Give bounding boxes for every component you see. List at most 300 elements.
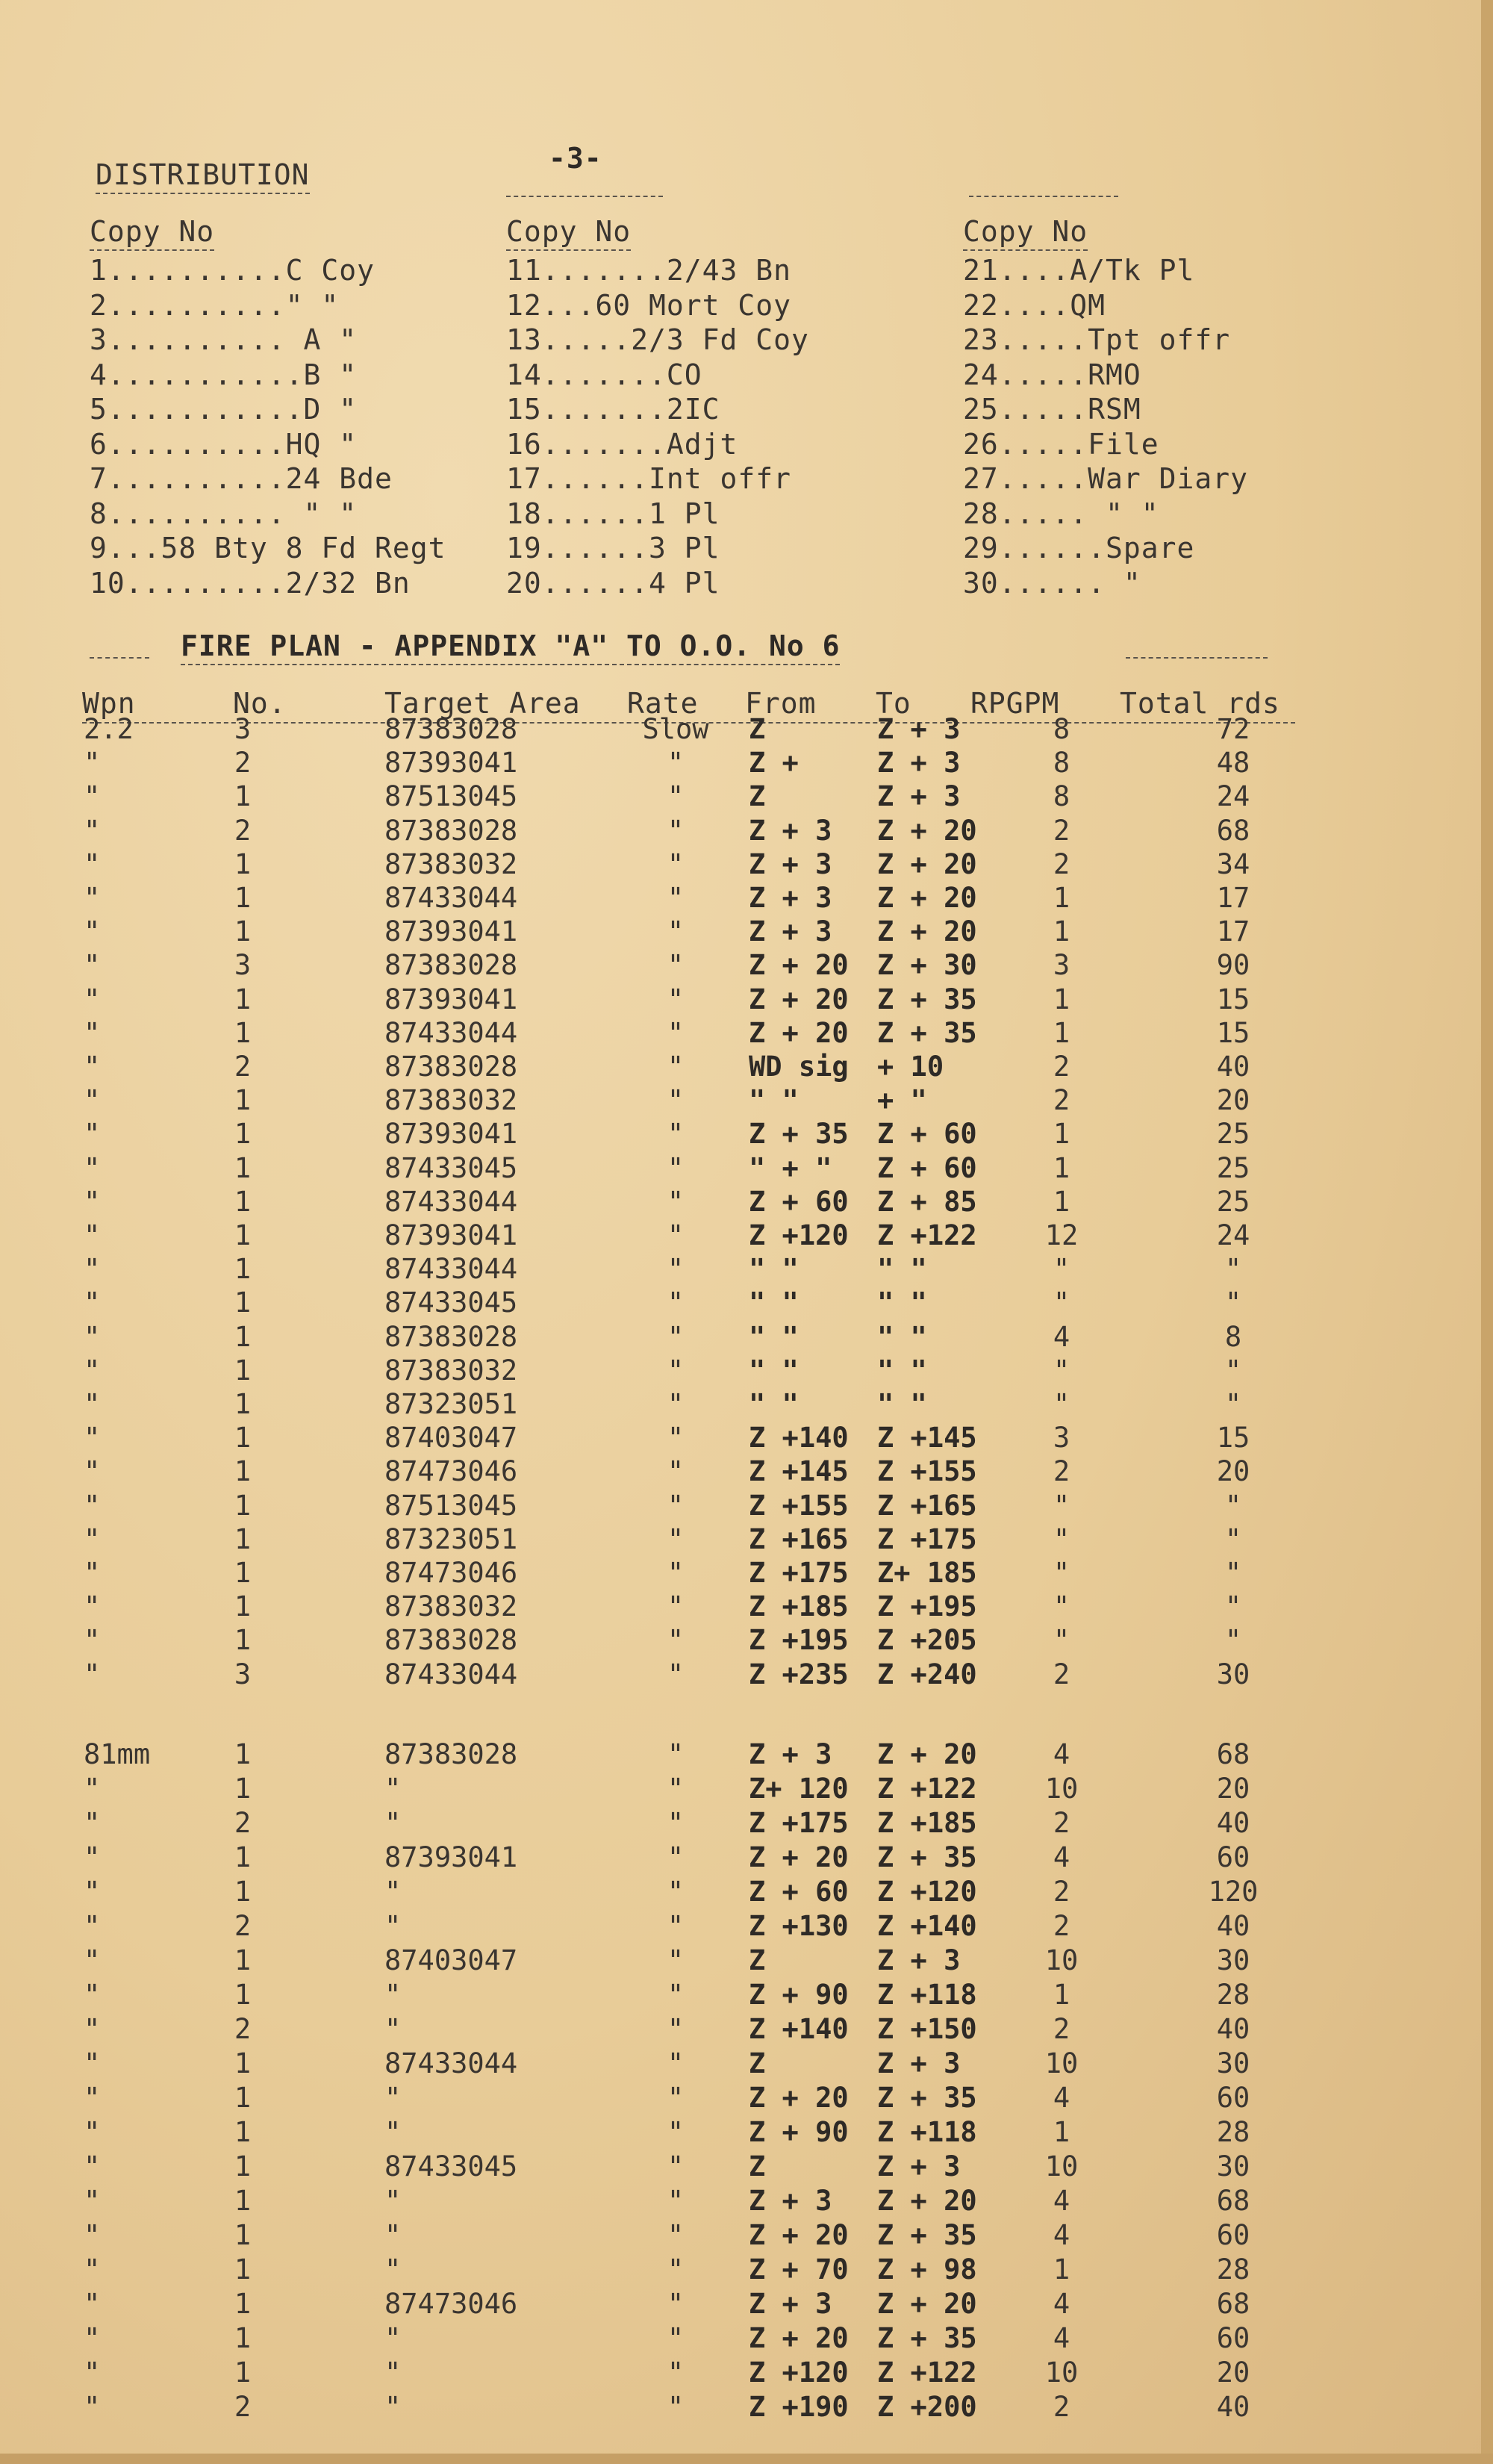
cell-no: 1: [234, 1422, 252, 1455]
cell-to: " ": [877, 1388, 927, 1420]
cell-to: Z +205: [877, 1624, 977, 1657]
cell-from: Z +140: [749, 2013, 849, 2045]
cell-rpgpm: 4: [1053, 2288, 1070, 2320]
cell-wpn: ": [84, 1807, 101, 1839]
cell-from: Z +155: [749, 1489, 849, 1522]
cell-no: 1: [234, 1253, 252, 1286]
cell-total-rds: ": [1224, 1354, 1242, 1387]
cell-no: 1: [234, 1773, 252, 1805]
cell-rpgpm: 2: [1053, 1455, 1070, 1488]
distribution-entry: 9...58 Bty 8 Fd Regt: [90, 532, 446, 564]
cell-rate: ": [667, 1388, 685, 1420]
cell-wpn: 2.2: [84, 713, 134, 745]
divider: [969, 196, 1118, 197]
cell-wpn: ": [84, 983, 101, 1015]
cell-wpn: ": [84, 1489, 101, 1522]
cell-target-area: 87383028: [384, 949, 518, 982]
cell-wpn: ": [84, 2013, 101, 2045]
cell-wpn: ": [84, 1388, 101, 1420]
cell-rate: ": [667, 1118, 685, 1151]
cell-rate: ": [667, 915, 685, 948]
cell-to: Z +240: [877, 1658, 977, 1690]
cell-wpn: ": [84, 2047, 101, 2079]
cell-rate: ": [667, 1910, 685, 1942]
cell-from: Z +140: [749, 1422, 849, 1455]
cell-target-area: 87433044: [384, 1253, 518, 1286]
cell-rate: ": [667, 1738, 685, 1770]
cell-no: 1: [234, 1016, 252, 1049]
cell-to: Z + 60: [877, 1151, 977, 1184]
cell-from: " ": [749, 1253, 799, 1286]
divider: [90, 657, 149, 659]
cell-no: 1: [234, 1738, 252, 1770]
cell-rate: ": [667, 1219, 685, 1251]
cell-from: " ": [749, 1354, 799, 1387]
cell-from: Z+ 120: [749, 1773, 849, 1805]
cell-target-area: ": [384, 2013, 402, 2045]
cell-rpgpm: ": [1053, 1624, 1070, 1657]
cell-to: Z + 20: [877, 882, 977, 914]
cell-rpgpm: 1: [1053, 1185, 1070, 1218]
cell-from: Z +: [749, 747, 799, 780]
cell-rate: ": [667, 2013, 685, 2045]
cell-no: 1: [234, 1084, 252, 1117]
cell-no: 1: [234, 1876, 252, 1908]
cell-target-area: 87473046: [384, 1455, 518, 1488]
cell-rpgpm: 1: [1053, 882, 1070, 914]
cell-wpn: ": [84, 1185, 101, 1218]
cell-rate: ": [667, 1422, 685, 1455]
cell-rpgpm: 8: [1053, 747, 1070, 780]
cell-rate: ": [667, 2288, 685, 2320]
cell-to: Z + 3: [877, 2047, 961, 2079]
cell-target-area: 87393041: [384, 1219, 518, 1251]
cell-rate: ": [667, 1773, 685, 1805]
cell-target-area: 87383032: [384, 1590, 518, 1623]
cell-no: 1: [234, 2116, 252, 2148]
cell-no: 1: [234, 1287, 252, 1319]
cell-total-rds: 34: [1216, 847, 1250, 880]
cell-from: Z +235: [749, 1658, 849, 1690]
cell-rpgpm: 2: [1053, 1807, 1070, 1839]
cell-target-area: 87433044: [384, 1658, 518, 1690]
cell-no: 1: [234, 2150, 252, 2183]
distribution-entry: 16.......Adjt: [506, 427, 738, 461]
copy-no-header: Copy No: [506, 215, 631, 251]
cell-no: 2: [234, 1051, 252, 1083]
cell-total-rds: 90: [1216, 949, 1250, 982]
cell-to: Z +185: [877, 1807, 977, 1839]
cell-total-rds: 68: [1216, 814, 1250, 847]
cell-rate: ": [667, 780, 685, 813]
cell-from: Z + 20: [749, 949, 849, 982]
cell-rate: ": [667, 1590, 685, 1623]
cell-rpgpm: 4: [1053, 1320, 1070, 1353]
cell-total-rds: 72: [1216, 713, 1250, 745]
cell-rate: ": [667, 1624, 685, 1657]
cell-total-rds: 68: [1216, 2185, 1250, 2217]
cell-from: " + ": [749, 1151, 832, 1184]
cell-rate: ": [667, 1051, 685, 1083]
cell-wpn: ": [84, 1557, 101, 1589]
cell-from: " ": [749, 1084, 799, 1117]
distribution-entry: 27.....War Diary: [963, 462, 1249, 495]
cell-rate: ": [667, 1807, 685, 1839]
cell-to: Z + 85: [877, 1185, 977, 1218]
cell-to: Z + 35: [877, 2219, 977, 2251]
cell-total-rds: 28: [1216, 2253, 1250, 2286]
cell-to: Z +175: [877, 1522, 977, 1555]
cell-wpn: ": [84, 780, 101, 813]
cell-to: Z + 20: [877, 814, 977, 847]
cell-target-area: 87433045: [384, 1151, 518, 1184]
cell-rate: ": [667, 2150, 685, 2183]
cell-total-rds: 20: [1216, 2356, 1250, 2389]
cell-wpn: ": [84, 2356, 101, 2389]
cell-wpn: ": [84, 2253, 101, 2286]
distribution-entry: 11.......2/43 Bn: [506, 254, 792, 287]
cell-target-area: 87403047: [384, 1422, 518, 1455]
header-rate: Rate: [627, 687, 699, 720]
cell-to: + 10: [877, 1051, 944, 1083]
cell-from: Z +120: [749, 1219, 849, 1251]
cell-rpgpm: 1: [1053, 1118, 1070, 1151]
cell-target-area: 87383028: [384, 713, 518, 745]
cell-target-area: 87393041: [384, 747, 518, 780]
cell-to: Z +118: [877, 2116, 977, 2148]
cell-to: Z +122: [877, 1773, 977, 1805]
cell-wpn: 81mm: [84, 1738, 151, 1770]
cell-total-rds: ": [1224, 1388, 1242, 1420]
cell-to: " ": [877, 1253, 927, 1286]
cell-rpgpm: 8: [1053, 780, 1070, 813]
cell-rpgpm: 2: [1053, 1910, 1070, 1942]
cell-from: " ": [749, 1287, 799, 1319]
header-wpn: Wpn: [82, 687, 136, 720]
cell-rpgpm: 4: [1053, 2219, 1070, 2251]
cell-from: Z + 60: [749, 1876, 849, 1908]
cell-to: + ": [877, 1084, 927, 1117]
cell-target-area: 87393041: [384, 1118, 518, 1151]
cell-wpn: ": [84, 2391, 101, 2423]
cell-target-area: ": [384, 2116, 402, 2148]
cell-rate: ": [667, 1455, 685, 1488]
cell-rpgpm: ": [1053, 1590, 1070, 1623]
cell-total-rds: 40: [1216, 1051, 1250, 1083]
cell-rpgpm: 2: [1053, 847, 1070, 880]
distribution-entry: 12...60 Mort Coy: [506, 288, 792, 322]
cell-rate: ": [667, 1522, 685, 1555]
cell-no: 1: [234, 983, 252, 1015]
header-total-rds: Total rds: [1120, 687, 1280, 720]
cell-rpgpm: 1: [1053, 2116, 1070, 2148]
cell-to: Z + 35: [877, 1016, 977, 1049]
cell-to: Z +145: [877, 1422, 977, 1455]
cell-wpn: ": [84, 2322, 101, 2354]
cell-rate: ": [667, 1287, 685, 1319]
cell-no: 1: [234, 1590, 252, 1623]
cell-total-rds: 28: [1216, 1979, 1250, 2011]
cell-total-rds: 68: [1216, 1738, 1250, 1770]
cell-target-area: ": [384, 2082, 402, 2114]
cell-from: Z + 3: [749, 2288, 832, 2320]
cell-rpgpm: ": [1053, 1557, 1070, 1589]
distribution-entry: 7..........24 Bde: [90, 462, 393, 495]
cell-rate: ": [667, 1841, 685, 1873]
cell-from: Z + 3: [749, 2185, 832, 2217]
cell-rpgpm: 2: [1053, 814, 1070, 847]
distribution-entry: 4...........B ": [90, 358, 358, 391]
cell-total-rds: 8: [1224, 1320, 1242, 1353]
cell-to: Z + 3: [877, 780, 961, 813]
cell-total-rds: 48: [1216, 747, 1250, 780]
cell-no: 1: [234, 2185, 252, 2217]
cell-no: 2: [234, 747, 252, 780]
cell-target-area: 87393041: [384, 983, 518, 1015]
distribution-entry: 21....A/Tk Pl: [963, 254, 1195, 287]
cell-no: 1: [234, 1354, 252, 1387]
cell-to: Z + 30: [877, 949, 977, 982]
header-no: No.: [233, 687, 287, 720]
cell-wpn: ": [84, 1624, 101, 1657]
cell-from: Z +190: [749, 2391, 849, 2423]
cell-total-rds: 20: [1216, 1455, 1250, 1488]
cell-total-rds: 60: [1216, 2219, 1250, 2251]
cell-to: Z + 3: [877, 713, 961, 745]
cell-target-area: ": [384, 2391, 402, 2423]
cell-to: Z + 20: [877, 2185, 977, 2217]
cell-from: Z +165: [749, 1522, 849, 1555]
cell-no: 2: [234, 1910, 252, 1942]
cell-total-rds: ": [1224, 1557, 1242, 1589]
cell-no: 3: [234, 1658, 252, 1690]
cell-rate: ": [667, 814, 685, 847]
cell-rpgpm: 10: [1044, 1944, 1079, 1976]
cell-target-area: 87433044: [384, 2047, 518, 2079]
cell-rate: ": [667, 1016, 685, 1049]
distribution-entry: 8.......... " ": [90, 497, 358, 530]
cell-wpn: ": [84, 915, 101, 948]
cell-wpn: ": [84, 2185, 101, 2217]
cell-rpgpm: 10: [1044, 2047, 1079, 2079]
cell-from: Z + 3: [749, 915, 832, 948]
cell-to: Z + 35: [877, 983, 977, 1015]
cell-from: Z: [749, 780, 766, 813]
cell-from: Z +175: [749, 1807, 849, 1839]
distribution-entry: 23.....Tpt offr: [963, 323, 1231, 356]
distribution-entry: 30...... ": [963, 566, 1141, 600]
cell-to: Z+ 185: [877, 1557, 977, 1589]
cell-total-rds: 30: [1216, 1944, 1250, 1976]
copy-no-header: Copy No: [90, 215, 214, 251]
cell-from: Z + 70: [749, 2253, 849, 2286]
cell-rate: ": [667, 2356, 685, 2389]
cell-total-rds: 17: [1216, 882, 1250, 914]
cell-wpn: ": [84, 1118, 101, 1151]
cell-wpn: ": [84, 1320, 101, 1353]
cell-rate: ": [667, 2047, 685, 2079]
page-number: -3-: [549, 142, 602, 175]
cell-from: Z +145: [749, 1455, 849, 1488]
cell-rate: ": [667, 2082, 685, 2114]
copy-no-header: Copy No: [963, 215, 1088, 251]
cell-wpn: ": [84, 949, 101, 982]
cell-rpgpm: ": [1053, 1388, 1070, 1420]
cell-from: " ": [749, 1320, 799, 1353]
cell-rpgpm: 1: [1053, 2253, 1070, 2286]
cell-target-area: 87383028: [384, 1624, 518, 1657]
cell-total-rds: ": [1224, 1624, 1242, 1657]
cell-rpgpm: 8: [1053, 713, 1070, 745]
cell-no: 2: [234, 2013, 252, 2045]
cell-no: 2: [234, 2391, 252, 2423]
cell-from: Z +130: [749, 1910, 849, 1942]
cell-from: Z + 20: [749, 2322, 849, 2354]
cell-rate: ": [667, 2322, 685, 2354]
cell-to: Z + 20: [877, 2288, 977, 2320]
divider: [1126, 657, 1268, 659]
cell-target-area: 87433045: [384, 1287, 518, 1319]
cell-no: 1: [234, 1522, 252, 1555]
cell-wpn: ": [84, 1910, 101, 1942]
cell-total-rds: 68: [1216, 2288, 1250, 2320]
cell-to: Z +165: [877, 1489, 977, 1522]
cell-wpn: ": [84, 1876, 101, 1908]
cell-rate: ": [667, 2253, 685, 2286]
cell-rpgpm: 2: [1053, 1051, 1070, 1083]
cell-total-rds: 20: [1216, 1084, 1250, 1117]
cell-no: 1: [234, 1388, 252, 1420]
distribution-entry: 19......3 Pl: [506, 532, 720, 564]
cell-no: 1: [234, 1118, 252, 1151]
cell-total-rds: 60: [1216, 2082, 1250, 2114]
cell-no: 1: [234, 1219, 252, 1251]
cell-rate: ": [667, 1658, 685, 1690]
cell-rpgpm: ": [1053, 1287, 1070, 1319]
cell-to: Z + 35: [877, 2082, 977, 2114]
cell-wpn: ": [84, 814, 101, 847]
cell-wpn: ": [84, 1084, 101, 1117]
cell-from: WD sig: [749, 1051, 849, 1083]
cell-wpn: ": [84, 1944, 101, 1976]
cell-from: Z +195: [749, 1624, 849, 1657]
cell-target-area: 87473046: [384, 2288, 518, 2320]
cell-no: 1: [234, 1944, 252, 1976]
cell-from: Z +175: [749, 1557, 849, 1589]
cell-from: Z + 60: [749, 1185, 849, 1218]
distribution-entry: 2.........." ": [90, 288, 340, 322]
cell-to: Z +195: [877, 1590, 977, 1623]
cell-rate: ": [667, 2185, 685, 2217]
cell-target-area: 87383028: [384, 1320, 518, 1353]
cell-target-area: 87383028: [384, 814, 518, 847]
cell-wpn: ": [84, 1422, 101, 1455]
divider: [506, 196, 663, 197]
cell-no: 1: [234, 2219, 252, 2251]
cell-target-area: ": [384, 1979, 402, 2011]
distribution-entry: 28..... " ": [963, 497, 1159, 530]
cell-to: Z + 20: [877, 847, 977, 880]
distribution-entry: 24.....RMO: [963, 358, 1141, 391]
distribution-entry: 17......Int offr: [506, 462, 792, 495]
cell-target-area: 87323051: [384, 1522, 518, 1555]
cell-no: 1: [234, 2253, 252, 2286]
cell-wpn: ": [84, 1219, 101, 1251]
cell-from: Z + 3: [749, 882, 832, 914]
cell-to: Z +122: [877, 1219, 977, 1251]
cell-target-area: 87513045: [384, 1489, 518, 1522]
cell-rate: ": [667, 1876, 685, 1908]
cell-target-area: 87383032: [384, 1084, 518, 1117]
cell-no: 1: [234, 2082, 252, 2114]
cell-no: 2: [234, 814, 252, 847]
cell-rpgpm: 1: [1053, 983, 1070, 1015]
cell-wpn: ": [84, 1773, 101, 1805]
cell-rate: ": [667, 1253, 685, 1286]
cell-total-rds: 15: [1216, 1016, 1250, 1049]
cell-rpgpm: ": [1053, 1354, 1070, 1387]
cell-rpgpm: 4: [1053, 2322, 1070, 2354]
cell-target-area: ": [384, 1773, 402, 1805]
cell-rpgpm: 2: [1053, 1876, 1070, 1908]
cell-no: 1: [234, 1185, 252, 1218]
cell-rpgpm: ": [1053, 1253, 1070, 1286]
cell-no: 2: [234, 1807, 252, 1839]
cell-from: Z: [749, 2150, 766, 2183]
cell-total-rds: 25: [1216, 1118, 1250, 1151]
header-from: From: [745, 687, 817, 720]
cell-wpn: ": [84, 1841, 101, 1873]
cell-to: Z + 20: [877, 1738, 977, 1770]
cell-wpn: ": [84, 2219, 101, 2251]
cell-from: Z + 20: [749, 1016, 849, 1049]
cell-wpn: ": [84, 2082, 101, 2114]
cell-no: 1: [234, 1320, 252, 1353]
distribution-entry: 6..........HQ ": [90, 427, 358, 461]
cell-total-rds: 30: [1216, 2150, 1250, 2183]
cell-total-rds: ": [1224, 1287, 1242, 1319]
cell-from: Z + 90: [749, 1979, 849, 2011]
cell-total-rds: 24: [1216, 780, 1250, 813]
cell-total-rds: 120: [1208, 1876, 1259, 1908]
cell-rpgpm: 1: [1053, 1151, 1070, 1184]
cell-wpn: ": [84, 1354, 101, 1387]
cell-target-area: 87393041: [384, 1841, 518, 1873]
cell-total-rds: 24: [1216, 1219, 1250, 1251]
cell-rate: ": [667, 1979, 685, 2011]
distribution-entry: 25.....RSM: [963, 393, 1141, 426]
cell-to: Z +155: [877, 1455, 977, 1488]
cell-target-area: 87393041: [384, 915, 518, 948]
cell-total-rds: ": [1224, 1253, 1242, 1286]
cell-total-rds: 40: [1216, 1807, 1250, 1839]
cell-wpn: ": [84, 2288, 101, 2320]
distribution-heading: DISTRIBUTION: [96, 158, 310, 194]
cell-no: 1: [234, 882, 252, 914]
cell-from: Z: [749, 2047, 766, 2079]
cell-total-rds: ": [1224, 1590, 1242, 1623]
cell-rate: ": [667, 949, 685, 982]
cell-from: Z +120: [749, 2356, 849, 2389]
cell-total-rds: 17: [1216, 915, 1250, 948]
cell-total-rds: 15: [1216, 1422, 1250, 1455]
distribution-entry: 20......4 Pl: [506, 566, 720, 600]
cell-wpn: ": [84, 1253, 101, 1286]
cell-to: Z + 3: [877, 747, 961, 780]
cell-target-area: ": [384, 1807, 402, 1839]
distribution-entry: 1..........C Coy: [90, 254, 375, 287]
header-target-area: Target Area: [384, 687, 581, 720]
